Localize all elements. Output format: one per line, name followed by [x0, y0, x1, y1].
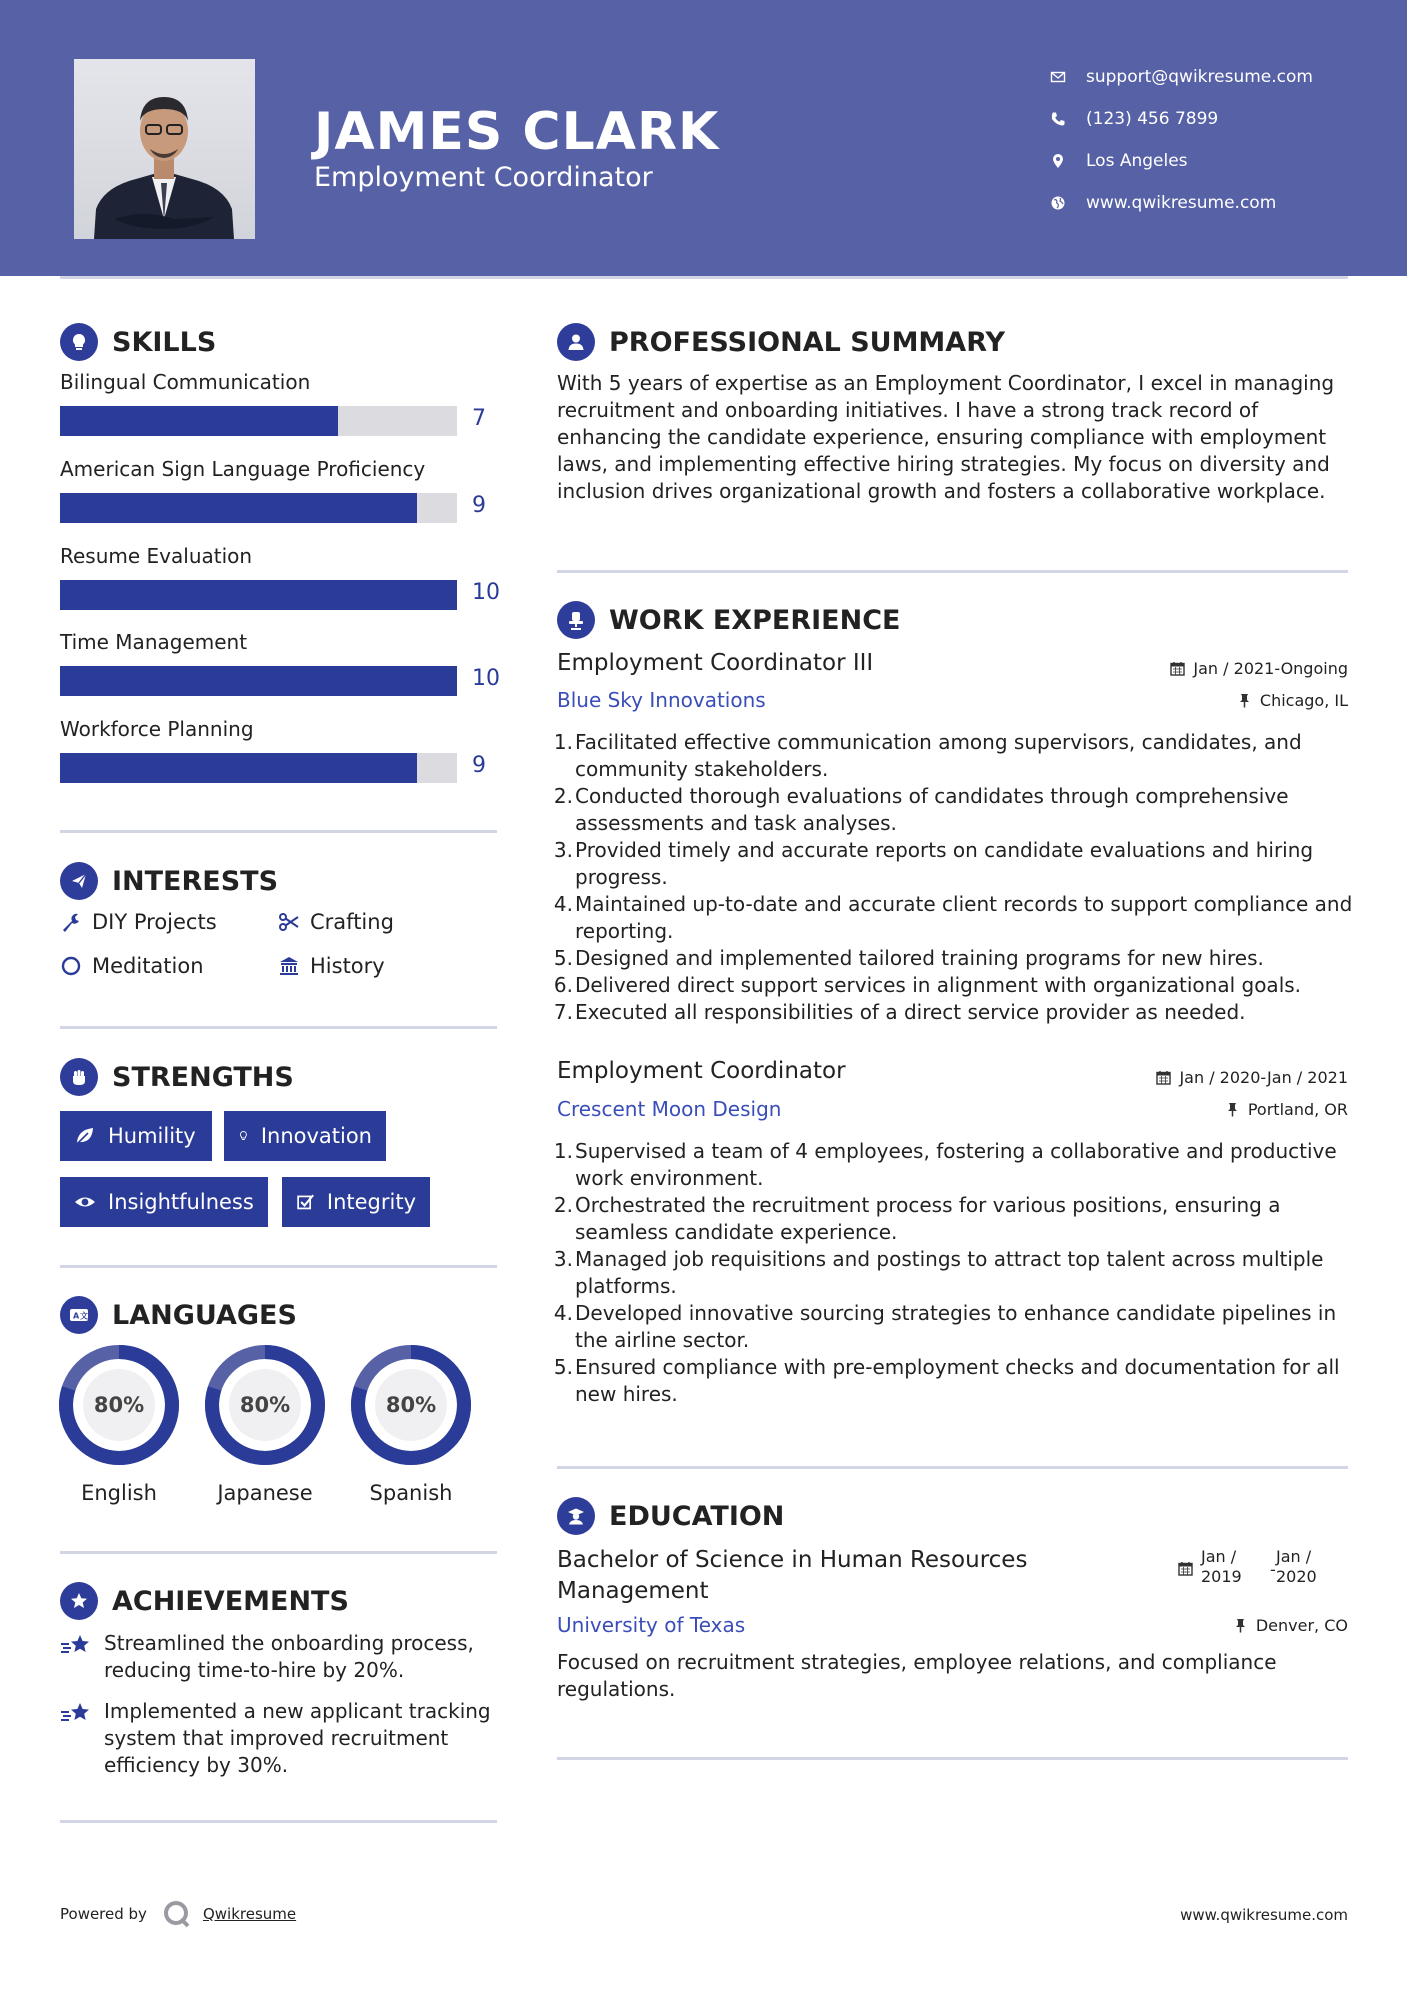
school-location: Denver, CO — [1233, 1616, 1348, 1635]
strength-tag: Insightfulness — [60, 1177, 268, 1227]
lightbulb-icon — [238, 1125, 249, 1147]
skill-bar — [60, 580, 457, 610]
job-location: Chicago, IL — [1237, 691, 1348, 710]
achievement-item — [60, 1630, 500, 1684]
skill-name: Bilingual Communication — [60, 370, 311, 394]
skill-bar-fill — [60, 493, 417, 523]
language-name: Spanish — [369, 1481, 453, 1505]
contact-website-text: www.qwikresume.com — [1086, 193, 1277, 213]
language-percent: 80% — [93, 1393, 145, 1417]
skill-value: 10 — [472, 666, 500, 691]
paper-plane-icon — [68, 870, 90, 892]
interest-item: History — [278, 954, 385, 978]
calendar-icon — [1178, 1561, 1193, 1576]
language-name: Japanese — [217, 1481, 313, 1505]
skill-item — [60, 544, 500, 605]
language-donut — [351, 1345, 471, 1465]
interest-item: DIY Projects — [60, 910, 217, 934]
language-item — [59, 1345, 179, 1505]
education-divider — [557, 1757, 1348, 1760]
calendar-icon — [1156, 1070, 1171, 1085]
bank-icon — [278, 955, 300, 977]
footer-url[interactable]: www.qwikresume.com — [1180, 1906, 1348, 1924]
language-item — [351, 1345, 471, 1505]
summary-text: With 5 years of expertise as an Employment Coordinator, I excel in managing recruitment and onboarding initiatives. I have a strong track record of enhancing the candidate experience, ensuring compliance with employment laws, and implementing effective hiring strategies. My focus on diversity and inclusion drives organizational growth and fosters a collaborative workplace. — [557, 371, 1335, 503]
interests-heading: INTERESTS — [60, 862, 278, 900]
location-pin-icon — [1050, 153, 1066, 169]
pushpin-icon — [1225, 1102, 1240, 1117]
contact-phone[interactable] — [1050, 98, 1313, 140]
resume-header — [0, 0, 1407, 276]
interest-item: Meditation — [60, 954, 204, 978]
interest-item: Crafting — [278, 910, 394, 934]
skill-item — [60, 717, 500, 778]
degree-title: Bachelor of Science in Human Resources Management — [557, 1547, 1028, 1604]
user-icon — [565, 331, 587, 353]
language-name: English — [81, 1481, 157, 1505]
strengths-heading: STRENGTHS — [60, 1058, 294, 1096]
company-name: Crescent Moon Design — [557, 1097, 782, 1121]
skill-name: Workforce Planning — [60, 717, 254, 741]
duty-item: 2. Orchestrated the recruitment process for various positions, ensuring a seamless candidate experience. — [553, 1193, 1281, 1244]
school-name: University of Texas — [557, 1613, 746, 1637]
experience-divider — [557, 1466, 1348, 1469]
interests-divider — [60, 1026, 497, 1029]
achievements-heading: ACHIEVEMENTS — [60, 1582, 349, 1620]
language-percent: 80% — [385, 1393, 437, 1417]
contact-location — [1050, 140, 1313, 182]
duty-item: 6. Delivered direct support services in alignment with organizational goals. — [553, 973, 1302, 997]
circle-icon — [60, 955, 82, 977]
skill-bar-fill — [60, 753, 417, 783]
achievement-text: Implemented a new applicant tracking system that improved recruitment efficiency by 30%. — [104, 1699, 491, 1777]
candidate-name: JAMES CLARK — [314, 102, 720, 162]
skill-value: 9 — [472, 753, 486, 778]
duty-item: 5. Ensured compliance with pre-employment checks and documentation for all new hires. — [553, 1355, 1340, 1406]
languages-heading: A 文 LANGUAGES — [60, 1296, 297, 1334]
duty-list — [553, 729, 1357, 1026]
wrench-icon — [60, 911, 82, 933]
contact-email[interactable] — [1050, 56, 1313, 98]
shooting-star-icon — [60, 1700, 92, 1728]
skill-bar — [60, 493, 457, 523]
company-name: Blue Sky Innovations — [557, 688, 766, 712]
skills-heading: SKILLS — [60, 323, 216, 361]
pushpin-icon — [1233, 1618, 1248, 1633]
graduate-icon — [565, 1505, 587, 1527]
duty-item: 4. Maintained up-to-date and accurate client records to support compliance and reporting. — [553, 892, 1353, 943]
education-description: Focused on recruitment strategies, employee relations, and compliance regulations. — [557, 1650, 1277, 1701]
skill-bar-fill — [60, 666, 457, 696]
skill-value: 9 — [472, 493, 486, 518]
shooting-star-icon — [60, 1632, 92, 1660]
achievement-item — [60, 1698, 500, 1779]
skill-value: 7 — [472, 406, 486, 431]
experience-heading: WORK EXPERIENCE — [557, 601, 900, 639]
raised-fist-icon — [68, 1066, 90, 1088]
job-title: Employment Coordinator — [557, 1058, 846, 1084]
education-date-separator: - — [1270, 1560, 1276, 1579]
education-heading: EDUCATION — [557, 1497, 784, 1535]
duty-item: 7. Executed all responsibilities of a direct service provider as needed. — [553, 1000, 1246, 1024]
summary-heading: PROFESSIONAL SUMMARY — [557, 323, 1005, 361]
footer-brand-link[interactable]: Qwikresume — [202, 1905, 297, 1923]
skill-name: Resume Evaluation — [60, 544, 253, 568]
skills-divider — [60, 830, 497, 833]
duty-item: 1. Facilitated effective communication among supervisors, candidates, and community stakeholders. — [553, 730, 1302, 781]
achievements-divider — [60, 1820, 497, 1823]
calendar-icon — [1170, 661, 1185, 676]
strength-tag: Innovation — [224, 1111, 386, 1161]
scissors-icon — [278, 911, 300, 933]
strength-tag: Humility — [60, 1111, 212, 1161]
duty-list — [553, 1138, 1357, 1408]
duty-item: 3. Provided timely and accurate reports on candidate evaluations and hiring progress. — [553, 838, 1314, 889]
header-divider — [60, 276, 1348, 279]
skill-bar-fill — [60, 580, 457, 610]
contact-website[interactable] — [1050, 182, 1313, 224]
skill-item — [60, 370, 500, 431]
strength-tag: Integrity — [282, 1177, 430, 1227]
duty-item: 1. Supervised a team of 4 employees, fostering a collaborative and productive work environment. — [553, 1139, 1337, 1190]
language-percent: 80% — [239, 1393, 291, 1417]
star-badge-icon — [68, 1590, 90, 1612]
education-date-end: Jan / 2020 — [1276, 1547, 1317, 1586]
lightbulb-icon — [68, 331, 90, 353]
contact-email-text: support@qwikresume.com — [1086, 67, 1313, 87]
globe-icon — [1050, 195, 1066, 211]
envelope-icon — [1050, 69, 1066, 85]
job-date: Jan / 2020-Jan / 2021 — [1156, 1068, 1348, 1087]
profile-photo — [74, 59, 255, 239]
pushpin-icon — [1237, 693, 1252, 708]
languages-divider — [60, 1551, 497, 1554]
footer-powered-by: Powered by Qwikresume — [60, 1898, 296, 1930]
contact-location-text: Los Angeles — [1086, 151, 1188, 171]
qwikresume-logo-icon — [161, 1898, 193, 1930]
skill-bar — [60, 753, 457, 783]
checkbox-icon — [296, 1191, 315, 1213]
skill-name: Time Management — [60, 630, 248, 654]
candidate-title: Employment Coordinator — [314, 162, 653, 193]
achievement-text: Streamlined the onboarding process, reducing time-to-hire by 20%. — [104, 1631, 474, 1682]
job-title: Employment Coordinator III — [557, 650, 874, 676]
contact-phone-text: (123) 456 7899 — [1086, 109, 1219, 129]
job-date: Jan / 2021-Ongoing — [1170, 659, 1348, 678]
skill-item — [60, 630, 500, 691]
strengths-divider — [60, 1265, 497, 1268]
skill-bar — [60, 406, 457, 436]
svg-text:文: 文 — [80, 1311, 88, 1321]
phone-icon — [1050, 111, 1066, 127]
skill-bar-fill — [60, 406, 338, 436]
skill-name: American Sign Language Proficiency — [60, 457, 426, 481]
language-item — [205, 1345, 325, 1505]
duty-item: 2. Conducted thorough evaluations of candidates through comprehensive assessments and task analyses. — [553, 784, 1289, 835]
language-donut — [59, 1345, 179, 1465]
duty-item: 5. Designed and implemented tailored training programs for new hires. — [553, 946, 1264, 970]
skill-item — [60, 457, 500, 518]
leaf-icon — [74, 1125, 96, 1147]
skill-value: 10 — [472, 580, 500, 605]
job-location: Portland, OR — [1225, 1100, 1348, 1119]
duty-item: 3. Managed job requisitions and postings to attract top talent across multiple platforms. — [553, 1247, 1324, 1298]
duty-item: 4. Developed innovative sourcing strategies to enhance candidate pipelines in the airline sector. — [553, 1301, 1337, 1352]
language-icon — [68, 1304, 90, 1326]
language-donut — [205, 1345, 325, 1465]
office-chair-icon — [565, 609, 587, 631]
contact-list — [1050, 56, 1313, 224]
education-date-start: Jan / 2019 — [1201, 1547, 1242, 1586]
svg-text:A: A — [73, 1311, 80, 1321]
skill-bar — [60, 666, 457, 696]
summary-divider — [557, 570, 1348, 573]
eye-icon — [74, 1191, 96, 1213]
profile-photo-image — [74, 59, 255, 239]
